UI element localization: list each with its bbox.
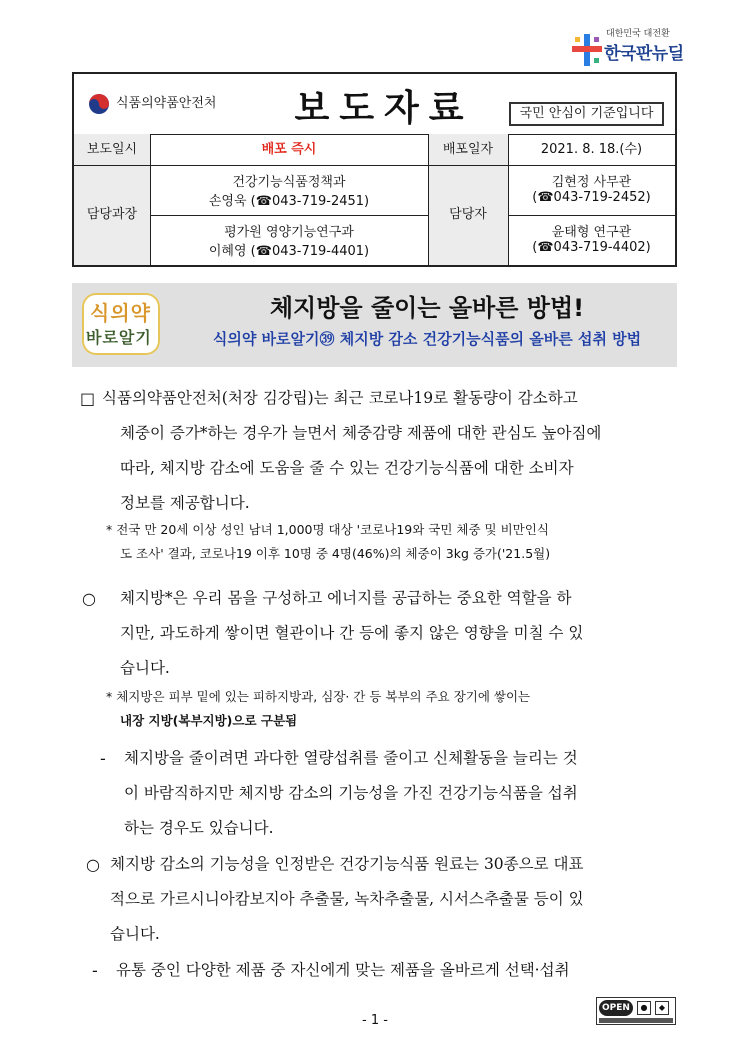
new-deal-logo-icon bbox=[572, 34, 602, 66]
text-line: 지만, 과도하게 쌓이면 혈관이나 간 등에 좋지 않은 영향을 미칠 수 있 bbox=[120, 624, 584, 642]
doc-title: 보도자료 bbox=[294, 87, 474, 129]
license-type-icon: ◆ bbox=[655, 1001, 669, 1015]
text-line: 식품의약품안전처(처장 김강립)는 최근 코로나19로 활동량이 감소하고 bbox=[102, 389, 578, 407]
distribution-value: 2021. 8. 18.(수) bbox=[540, 142, 643, 157]
circle-bullet: ○ bbox=[82, 589, 96, 608]
press-header-table bbox=[72, 72, 677, 267]
open-label: OPEN bbox=[599, 1000, 633, 1016]
text-line: 체중이 증가*하는 경우가 늘면서 체중감량 제품에 대한 관심도 높아짐에 bbox=[120, 424, 602, 442]
open-license-badge bbox=[596, 997, 676, 1025]
brand-tagline: 대한민국 대전환 bbox=[606, 29, 670, 39]
text-line: 체지방 감소의 기능성을 인정받은 건강기능식품 원료는 30종으로 대표 bbox=[110, 855, 584, 873]
grid-line bbox=[508, 215, 675, 216]
release-label: 보도일시 bbox=[74, 134, 150, 165]
distribution-label: 배포일자 bbox=[428, 134, 508, 165]
staff-label: 담당자 bbox=[428, 165, 508, 265]
footnote-survey bbox=[106, 518, 676, 566]
subtitle: 식의약 바로알기㊴ 체지방 감소 건강기능식품의 올바른 섭취 방법 bbox=[212, 330, 642, 348]
paragraph-choice bbox=[116, 953, 677, 988]
dash-bullet: - bbox=[100, 749, 106, 768]
dept1-name: 건강기능식품정책과 bbox=[232, 175, 346, 190]
text-line: 따라, 체지방 감소에 도움을 줄 수 있는 건강기능식품에 대한 소비자 bbox=[120, 459, 574, 477]
page-number: - 1 - bbox=[362, 1013, 388, 1028]
footnote-body-fat bbox=[106, 685, 676, 733]
staff1-phone: (☎043-719-2452) bbox=[532, 190, 651, 205]
ministry-name: 식품의약품안전처 bbox=[88, 92, 216, 115]
text-line: 적으로 가르시니아캄보지아 추출물, 녹차추출물, 시서스추출물 등이 있 bbox=[110, 890, 584, 908]
badge-top-text: 식의약 bbox=[90, 301, 151, 325]
text-line: 습니다. bbox=[110, 925, 160, 943]
staff2-phone: (☎043-719-4402) bbox=[532, 240, 651, 255]
grid-line bbox=[428, 134, 429, 265]
circle-bullet: ○ bbox=[86, 855, 100, 874]
paragraph-body-fat bbox=[120, 581, 677, 686]
note-line: 내장 지방(복부지방)으로 구분됨 bbox=[120, 713, 298, 728]
note-line: 도 조사' 결과, 코로나19 이후 10명 중 4명(46%)의 체중이 3kg 증가('21.5월) bbox=[120, 546, 551, 561]
badge-bottom-text: 바로알기 bbox=[86, 328, 152, 347]
new-deal-logo bbox=[572, 26, 684, 70]
text-line: 체지방*은 우리 몸을 구성하고 에너지를 공급하는 중요한 역할을 하 bbox=[120, 589, 572, 607]
release-value: 배포 즉시 bbox=[261, 142, 317, 157]
series-badge bbox=[82, 293, 160, 355]
paragraph-intro bbox=[102, 381, 677, 416]
dash-bullet: - bbox=[92, 961, 98, 980]
text-line: 하는 경우도 있습니다. bbox=[124, 819, 274, 837]
text-line: 체지방을 줄이려면 과다한 열량섭취를 줄이고 신체활동을 늘리는 것 bbox=[124, 749, 578, 767]
header-title-row bbox=[74, 74, 675, 135]
brand-name: 한국판뉴딜 bbox=[604, 44, 684, 64]
grid-line bbox=[150, 134, 151, 265]
text-line: 이 바람직하지만 체지방 감소의 기능성을 가진 건강기능식품을 섭취 bbox=[124, 784, 578, 802]
paragraph-reduce bbox=[124, 741, 677, 846]
note-line: * 체지방은 피부 밑에 있는 피하지방과, 심장· 간 등 복부의 주요 장기에 쌓이는 bbox=[106, 689, 531, 704]
slogan-box: 국민 안심이 기준입니다 bbox=[509, 102, 664, 126]
text-line: 정보를 제공합니다. bbox=[120, 494, 250, 512]
title-banner bbox=[72, 283, 677, 367]
paragraph-intro-cont bbox=[120, 416, 677, 521]
headline: 체지방을 줄이는 올바른 방법! bbox=[269, 294, 585, 322]
staff1-name: 김현정 사무관 bbox=[551, 175, 632, 190]
taegeuk-emblem-icon bbox=[88, 93, 110, 115]
dept1-person: 손영욱 (☎043-719-2451) bbox=[208, 194, 370, 209]
grid-line bbox=[74, 165, 675, 166]
paragraph-ingredients bbox=[110, 847, 677, 952]
dept2-name: 평가원 영양기능연구과 bbox=[224, 225, 354, 240]
text-line: 유통 중인 다양한 제품 중 자신에게 맞는 제품을 올바르게 선택·섭취 bbox=[116, 961, 570, 979]
license-bar bbox=[599, 1018, 673, 1023]
grid-line bbox=[150, 215, 428, 216]
text-line: 습니다. bbox=[120, 659, 170, 677]
dept-label: 담당과장 bbox=[74, 165, 150, 265]
note-line: * 전국 만 20세 이상 성인 남녀 1,000명 대상 '코로나19와 국민 체중 및 비만인식 bbox=[106, 522, 549, 537]
dept2-person: 이혜영 (☎043-719-4401) bbox=[208, 244, 370, 259]
square-bullet: □ bbox=[80, 389, 96, 408]
grid-line bbox=[508, 134, 509, 265]
license-attribution-icon: ● bbox=[637, 1001, 651, 1015]
staff2-name: 윤태형 연구관 bbox=[551, 225, 632, 240]
